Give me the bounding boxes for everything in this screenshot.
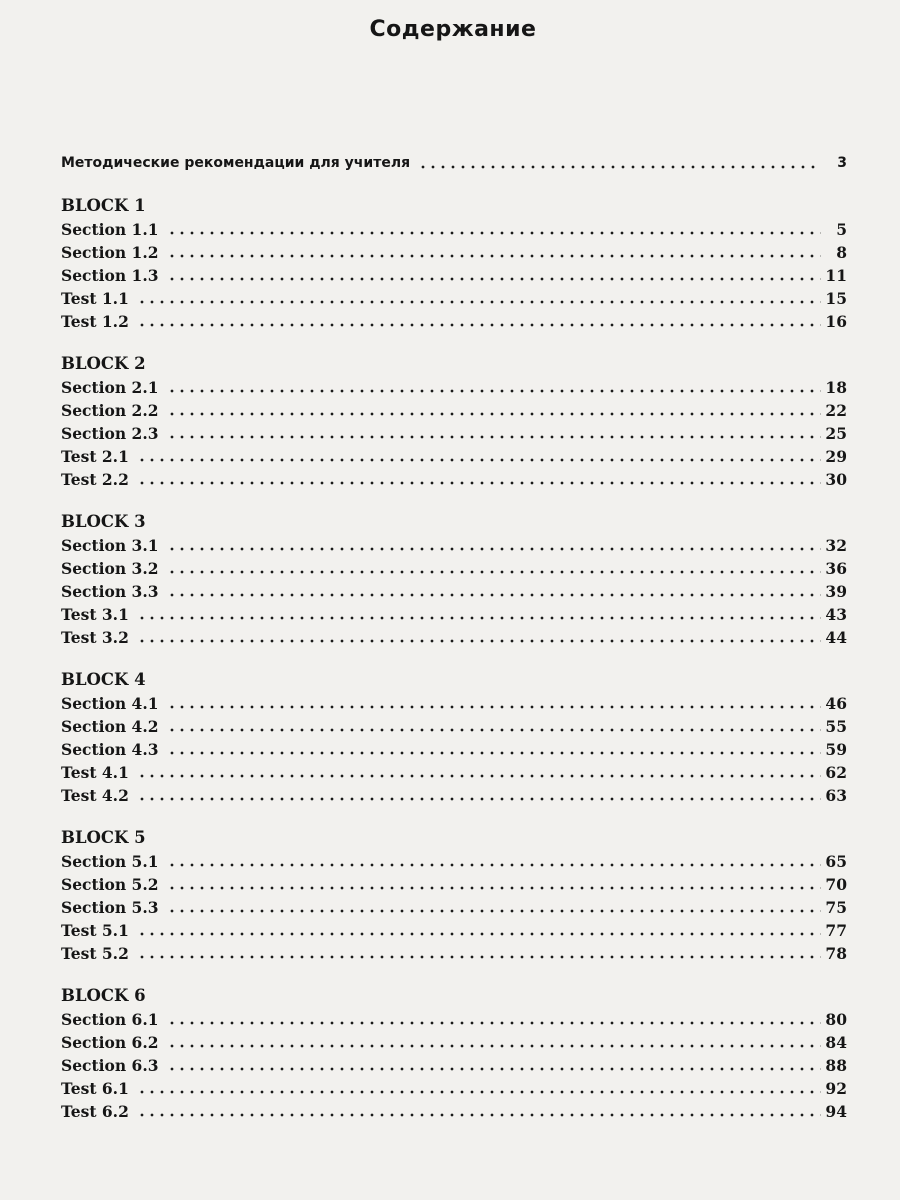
toc-entry-label: Section 3.3 bbox=[61, 582, 159, 601]
toc-entry-page: 30 bbox=[825, 470, 847, 489]
toc-entry[interactable] bbox=[61, 218, 847, 241]
toc-entry-label: Test 2.2 bbox=[61, 470, 129, 489]
dot-leader bbox=[137, 1113, 821, 1117]
toc-entry[interactable] bbox=[61, 784, 847, 807]
toc-entry[interactable] bbox=[61, 310, 847, 333]
dot-leader bbox=[137, 774, 821, 778]
toc-entry-label: Section 2.2 bbox=[61, 401, 159, 420]
toc-entry-page: 80 bbox=[825, 1010, 847, 1029]
toc-entry-page: 84 bbox=[825, 1033, 847, 1052]
dot-leader bbox=[167, 751, 821, 755]
toc-entry-page: 18 bbox=[825, 378, 847, 397]
toc-entry[interactable] bbox=[61, 376, 847, 399]
page-title: Содержание bbox=[369, 17, 537, 42]
dot-leader bbox=[167, 389, 821, 393]
dot-leader bbox=[137, 955, 821, 959]
dot-leader bbox=[167, 886, 821, 890]
toc-block-6 bbox=[61, 984, 847, 1123]
toc-entry-page: 46 bbox=[825, 694, 847, 713]
toc-entry-label: Section 6.3 bbox=[61, 1056, 159, 1075]
toc-entry[interactable] bbox=[61, 896, 847, 919]
toc-entry-label: Test 4.2 bbox=[61, 786, 129, 805]
dot-leader bbox=[167, 435, 821, 439]
block-heading: BLOCK 3 bbox=[61, 512, 146, 531]
toc-entry-page: 75 bbox=[825, 898, 847, 917]
toc-entry-page: 63 bbox=[825, 786, 847, 805]
dot-leader bbox=[418, 165, 821, 169]
toc-entry[interactable] bbox=[61, 1008, 847, 1031]
toc-entry-label: Section 5.2 bbox=[61, 875, 159, 894]
toc-entry-label: Test 1.2 bbox=[61, 312, 129, 331]
toc-entry[interactable] bbox=[61, 692, 847, 715]
block-heading: BLOCK 5 bbox=[61, 828, 146, 847]
toc-entry-page: 70 bbox=[825, 875, 847, 894]
toc-entry-label: Section 6.2 bbox=[61, 1033, 159, 1052]
toc-entry[interactable] bbox=[61, 534, 847, 557]
toc-entry-page: 94 bbox=[825, 1102, 847, 1121]
toc-entry[interactable] bbox=[61, 241, 847, 264]
toc-entry-label: Section 4.1 bbox=[61, 694, 159, 713]
toc-entry-page: 43 bbox=[825, 605, 847, 624]
toc-entry-label: Section 4.3 bbox=[61, 740, 159, 759]
toc-entry-page: 16 bbox=[825, 312, 847, 331]
toc-entry-page: 3 bbox=[837, 155, 847, 171]
toc-entry[interactable] bbox=[61, 603, 847, 626]
toc-entry[interactable] bbox=[61, 1077, 847, 1100]
toc-entry[interactable] bbox=[61, 715, 847, 738]
toc-entry-label: Test 1.1 bbox=[61, 289, 129, 308]
dot-leader bbox=[167, 1021, 821, 1025]
dot-leader bbox=[167, 547, 821, 551]
toc-entry[interactable] bbox=[61, 445, 847, 468]
toc-entry[interactable] bbox=[61, 557, 847, 580]
toc-entry-page: 29 bbox=[825, 447, 847, 466]
toc-entry-label: Section 5.1 bbox=[61, 852, 159, 871]
dot-leader bbox=[137, 639, 821, 643]
toc-entry[interactable] bbox=[61, 287, 847, 310]
toc-entry-page: 77 bbox=[825, 921, 847, 940]
toc-entry[interactable] bbox=[61, 873, 847, 896]
toc-entry[interactable] bbox=[61, 399, 847, 422]
dot-leader bbox=[167, 570, 821, 574]
dot-leader bbox=[167, 1067, 821, 1071]
toc-entry[interactable] bbox=[61, 919, 847, 942]
toc-entry[interactable] bbox=[61, 761, 847, 784]
dot-leader bbox=[167, 412, 821, 416]
toc-block-1 bbox=[61, 194, 847, 333]
toc-entry-label: Section 5.3 bbox=[61, 898, 159, 917]
toc-entry-label: Section 3.1 bbox=[61, 536, 159, 555]
toc-entry[interactable] bbox=[61, 1031, 847, 1054]
toc-entry[interactable] bbox=[61, 468, 847, 491]
toc-entry[interactable] bbox=[61, 422, 847, 445]
toc-entry-page: 25 bbox=[825, 424, 847, 443]
toc-entry-label: Section 6.1 bbox=[61, 1010, 159, 1029]
toc-entry-page: 22 bbox=[825, 401, 847, 420]
toc-entry-label: Section 1.3 bbox=[61, 266, 159, 285]
dot-leader bbox=[167, 863, 821, 867]
toc-entry-label: Test 3.1 bbox=[61, 605, 129, 624]
toc-entry-label: Методические рекомендации для учителя bbox=[61, 155, 411, 171]
toc-entry-page: 88 bbox=[825, 1056, 847, 1075]
toc-entry-page: 5 bbox=[836, 220, 847, 239]
toc-entry-page: 8 bbox=[836, 243, 847, 262]
toc-entry[interactable] bbox=[61, 1100, 847, 1123]
toc-entry[interactable] bbox=[61, 580, 847, 603]
block-heading: BLOCK 1 bbox=[61, 196, 146, 215]
dot-leader bbox=[137, 797, 821, 801]
dot-leader bbox=[167, 909, 821, 913]
toc-entry[interactable] bbox=[61, 264, 847, 287]
dot-leader bbox=[137, 932, 821, 936]
toc-block-5 bbox=[61, 826, 847, 965]
dot-leader bbox=[137, 323, 821, 327]
dot-leader bbox=[167, 277, 821, 281]
dot-leader bbox=[167, 1044, 821, 1048]
toc-entry-label: Test 6.1 bbox=[61, 1079, 129, 1098]
toc-entry-page: 36 bbox=[825, 559, 847, 578]
toc-entry-label: Section 2.1 bbox=[61, 378, 159, 397]
toc-entry-page: 15 bbox=[825, 289, 847, 308]
dot-leader bbox=[167, 254, 821, 258]
dot-leader bbox=[167, 728, 821, 732]
toc-entry-label: Section 1.2 bbox=[61, 243, 159, 262]
toc-block-4 bbox=[61, 668, 847, 807]
toc-entry-intro[interactable] bbox=[61, 152, 847, 175]
toc-entry-page: 59 bbox=[825, 740, 847, 759]
toc-entry-label: Section 2.3 bbox=[61, 424, 159, 443]
toc-entry[interactable] bbox=[61, 850, 847, 873]
dot-leader bbox=[137, 1090, 821, 1094]
toc-entry-page: 11 bbox=[825, 266, 847, 285]
toc-entry-page: 32 bbox=[825, 536, 847, 555]
toc-entry-label: Section 4.2 bbox=[61, 717, 159, 736]
toc-entry-page: 92 bbox=[825, 1079, 847, 1098]
toc-entry-label: Test 2.1 bbox=[61, 447, 129, 466]
block-heading: BLOCK 2 bbox=[61, 354, 146, 373]
toc-entry-label: Section 1.1 bbox=[61, 220, 159, 239]
dot-leader bbox=[137, 481, 821, 485]
toc-block-2 bbox=[61, 352, 847, 491]
toc-entry-label: Test 4.1 bbox=[61, 763, 129, 782]
block-heading: BLOCK 6 bbox=[61, 986, 146, 1005]
toc-entry-label: Test 3.2 bbox=[61, 628, 129, 647]
dot-leader bbox=[137, 458, 821, 462]
toc-entry-label: Test 5.1 bbox=[61, 921, 129, 940]
toc-entry-page: 55 bbox=[825, 717, 847, 736]
toc-entry[interactable] bbox=[61, 1054, 847, 1077]
dot-leader bbox=[137, 616, 821, 620]
toc-block-3 bbox=[61, 510, 847, 649]
toc-entry-page: 65 bbox=[825, 852, 847, 871]
toc-entry[interactable] bbox=[61, 738, 847, 761]
toc-entry-page: 78 bbox=[825, 944, 847, 963]
toc-entry-page: 62 bbox=[825, 763, 847, 782]
toc-entry[interactable] bbox=[61, 942, 847, 965]
block-heading: BLOCK 4 bbox=[61, 670, 146, 689]
toc-entry-label: Test 5.2 bbox=[61, 944, 129, 963]
dot-leader bbox=[167, 593, 821, 597]
toc-entry-page: 39 bbox=[825, 582, 847, 601]
toc-entry[interactable] bbox=[61, 626, 847, 649]
dot-leader bbox=[167, 231, 821, 235]
dot-leader bbox=[167, 705, 821, 709]
toc-entry-label: Section 3.2 bbox=[61, 559, 159, 578]
toc-entry-page: 44 bbox=[825, 628, 847, 647]
table-of-contents bbox=[61, 152, 847, 1123]
toc-entry-label: Test 6.2 bbox=[61, 1102, 129, 1121]
dot-leader bbox=[137, 300, 821, 304]
